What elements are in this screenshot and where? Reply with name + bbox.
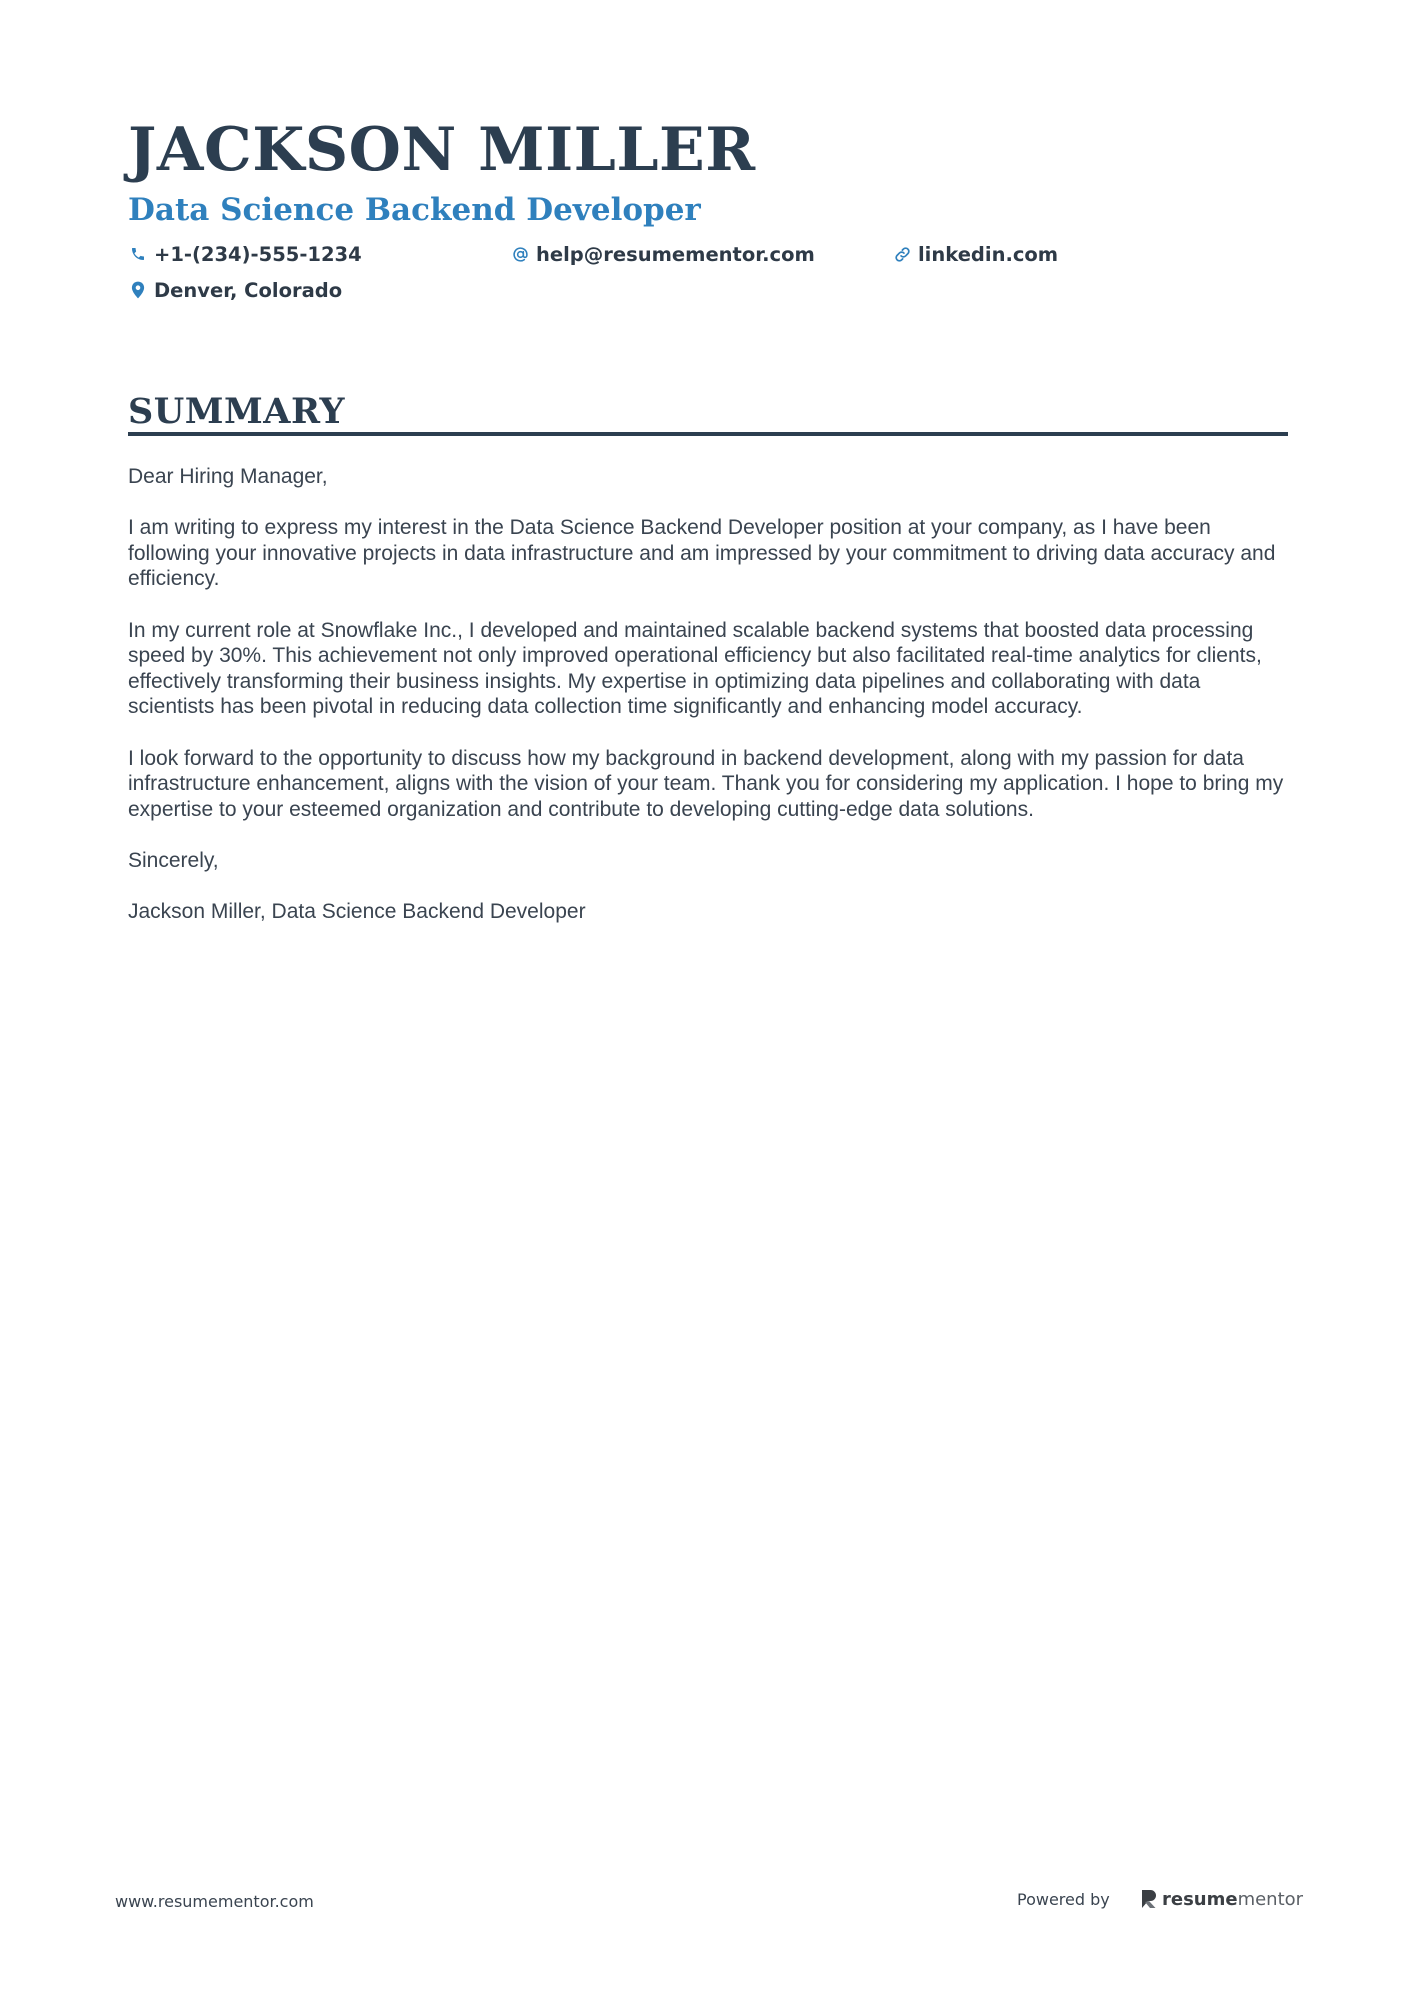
phone-text: +1-(234)-555-1234	[154, 242, 362, 266]
resumementor-logo[interactable]	[1140, 1886, 1303, 1912]
linkedin-text: linkedin.com	[918, 242, 1059, 266]
resumementor-logo-icon	[1140, 1888, 1158, 1910]
logo-text-bold: resume	[1162, 1888, 1238, 1910]
letter-body	[128, 464, 1288, 950]
letter-paragraph: In my current role at Snowflake Inc., I developed and maintained scalable backend systems that boosted data processing speed by 30%. This achievement not only improved operational efficiency but also facilitated real-time analytics for clients, effectively transforming their business insights. My expertise in optimizing data pipelines and collaborating with data scientists has been pivotal in reducing data collection time significantly and enhancing model accuracy.	[128, 618, 1262, 719]
map-pin-icon	[128, 280, 148, 300]
location-text: Denver, Colorado	[154, 278, 343, 302]
footer-powered-by: Powered by	[1017, 1890, 1110, 1909]
contact-phone	[128, 239, 362, 269]
email-text: help@resumementor.com	[536, 242, 815, 266]
letter-greeting: Dear Hiring Manager,	[128, 465, 328, 488]
phone-icon	[128, 244, 148, 264]
letter-signature: Jackson Miller, Data Science Backend Developer	[128, 900, 586, 924]
link-icon	[892, 244, 912, 264]
letter-paragraph: I look forward to the opportunity to discuss how my background in backend development, along with my passion for data infrastructure enhancement, aligns with the vision of your team. Thank you for considering my application. I hope to bring my expertise to your esteemed organization and contribute to developing cutting-edge data solutions.	[128, 746, 1284, 821]
at-icon	[510, 244, 530, 264]
contact-location	[128, 275, 342, 305]
logo-text-light: mentor	[1237, 1888, 1304, 1910]
contact-linkedin	[892, 239, 1058, 269]
letter-paragraph: I am writing to express my interest in the Data Science Backend Developer position at your company, as I have been following your innovative projects in data infrastructure and am impressed by your commitment to driving data accuracy and efficiency.	[128, 516, 1276, 591]
section-divider	[128, 432, 1288, 436]
letter-closing: Sincerely,	[128, 848, 219, 872]
summary-heading: SUMMARY	[128, 391, 345, 432]
footer-website-link[interactable]: www.resumementor.com	[115, 1892, 314, 1911]
candidate-name: JACKSON MILLER	[128, 115, 756, 185]
contact-email	[510, 239, 815, 269]
job-title: Data Science Backend Developer	[128, 192, 701, 228]
